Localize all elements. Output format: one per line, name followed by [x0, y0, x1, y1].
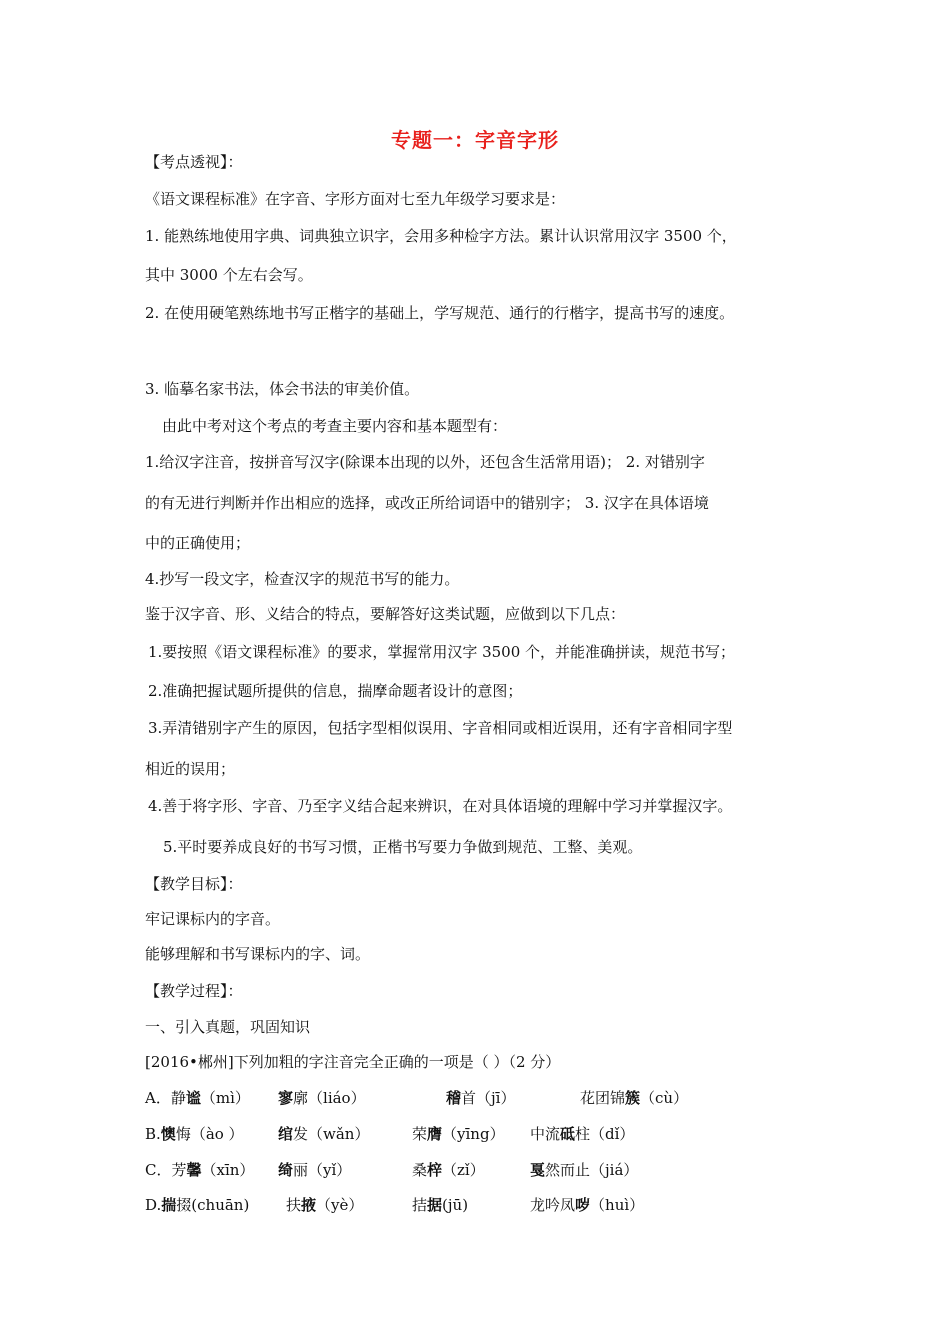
question-types-line-1: 1.给汉字注音，按拼音写汉字(除课本出现的以外，还包含生活常用语)； 2. 对错别字	[145, 453, 705, 471]
requirement-2: 2. 在使用硬笔熟练地书写正楷字的基础上，学写规范、通行的行楷字，提高书写的速度。	[145, 304, 735, 322]
option-bold-char: 膺	[427, 1125, 443, 1143]
option-text: （zǐ）	[442, 1161, 485, 1179]
option-bold-char: 馨	[186, 1161, 202, 1179]
option-b-item-1	[145, 1124, 244, 1144]
option-text: 首（jī）	[461, 1089, 516, 1107]
advice-1: 1.要按照《语文课程标准》的要求，掌握常用汉字 3500 个，并能准确拼读，规范书写；	[148, 643, 736, 661]
option-a-item-4	[580, 1088, 688, 1108]
option-d-item-4	[530, 1195, 644, 1215]
option-bold-char: 戛	[530, 1161, 546, 1179]
option-text: （cù）	[640, 1089, 689, 1107]
option-text: B.	[145, 1125, 161, 1143]
exam-question: [2016•郴州]下列加粗的字注音完全正确的一项是（ ）（2 分）	[145, 1053, 561, 1071]
option-bold-char: 寥	[278, 1089, 294, 1107]
option-bold-char: 砥	[560, 1125, 576, 1143]
option-text: 花团锦	[580, 1089, 626, 1107]
teaching-goal-2: 能够理解和书写课标内的字、词。	[145, 945, 371, 963]
option-bold-char: 谧	[185, 1089, 201, 1107]
advice-2: 2.准确把握试题所提供的信息，揣摩命题者设计的意图；	[148, 682, 523, 700]
kaodian-heading: 【考点透视】：	[145, 153, 243, 171]
option-b-item-4	[530, 1124, 634, 1144]
option-text: 柱（dǐ）	[575, 1125, 635, 1143]
requirement-1-line-1: 1. 能熟练地使用字典、词典独立识字，会用多种检字方法。累计认识常用汉字 3500 个，	[145, 227, 737, 245]
option-text: 中流	[530, 1125, 561, 1143]
question-types-line-3: 中的正确使用；	[145, 534, 251, 552]
option-text: 发（wǎn）	[293, 1125, 370, 1143]
option-bold-char: 绾	[278, 1125, 294, 1143]
option-bold-char: 簇	[625, 1089, 641, 1107]
advice-3-line-1: 3.弄清错别字产生的原因，包括字型相似误用、字音相同或相近误用，还有字音相同字型	[148, 719, 733, 737]
option-text: 然而止（jiá）	[545, 1161, 639, 1179]
option-a-item-2	[278, 1088, 366, 1108]
option-c-item-4	[530, 1160, 638, 1180]
option-d-item-2	[286, 1195, 363, 1215]
option-bold-char: 绮	[278, 1161, 294, 1179]
requirement-3: 3. 临摹名家书法，体会书法的审美价值。	[145, 380, 420, 398]
option-a-item-3	[446, 1088, 515, 1108]
option-c-item-2	[278, 1160, 351, 1180]
option-text: （xīn）	[201, 1161, 255, 1179]
teaching-process-heading: 【教学过程】：	[145, 982, 243, 1000]
option-b-item-2	[278, 1124, 369, 1144]
advice-5: 5.平时要养成良好的书写习惯，正楷书写要力争做到规范、工整、美观。	[163, 838, 643, 856]
option-a-item-1	[145, 1088, 250, 1108]
option-text: (jū)	[442, 1196, 469, 1214]
option-bold-char: 稽	[446, 1089, 462, 1107]
option-b-item-3	[412, 1124, 505, 1144]
exam-intro: 由此中考对这个考点的考查主要内容和基本题型有：	[162, 417, 508, 435]
option-text: 拮	[412, 1196, 428, 1214]
option-bold-char: 哕	[575, 1196, 591, 1214]
advice-4: 4.善于将字形、字音、乃至字义结合起来辨识，在对具体语境的理解中学习并掌握汉字。	[148, 797, 733, 815]
option-bold-char: 懊	[160, 1125, 176, 1143]
option-c-item-1	[145, 1160, 254, 1180]
option-text: 悔（ào ）	[175, 1125, 244, 1143]
option-bold-char: 揣	[161, 1196, 177, 1214]
option-text: A．静	[145, 1089, 186, 1107]
standard-intro: 《语文课程标准》在字音、字形方面对七至九年级学习要求是：	[145, 190, 566, 208]
advice-3-line-2: 相近的误用；	[145, 760, 236, 778]
option-text: 廓（liáo）	[293, 1089, 366, 1107]
option-text: 荣	[412, 1125, 428, 1143]
option-text: 掇(chuān)	[176, 1196, 250, 1214]
option-text: 龙吟凤	[530, 1196, 576, 1214]
option-text: 桑	[412, 1161, 428, 1179]
option-text: （huì）	[590, 1196, 645, 1214]
option-c-item-3	[412, 1160, 485, 1180]
teaching-goal-1: 牢记课标内的字音。	[145, 910, 281, 928]
option-d-item-3	[412, 1195, 468, 1215]
teaching-goals-heading: 【教学目标】：	[145, 875, 243, 893]
option-text: C．芳	[145, 1161, 187, 1179]
option-bold-char: 掖	[301, 1196, 317, 1214]
question-type-4: 4.抄写一段文字，检查汉字的规范书写的能力。	[145, 570, 460, 588]
question-types-line-2: 的有无进行判断并作出相应的选择，或改正所给词语中的错别字； 3. 汉字在具体语境	[145, 494, 709, 512]
option-text: （yīng）	[442, 1125, 505, 1143]
option-text: D.	[145, 1196, 162, 1214]
option-text: （yè）	[316, 1196, 364, 1214]
advice-intro: 鉴于汉字音、形、义结合的特点，要解答好这类试题，应做到以下几点：	[145, 605, 626, 623]
option-bold-char: 据	[427, 1196, 443, 1214]
option-text: 扶	[286, 1196, 302, 1214]
option-text: （mì）	[200, 1089, 250, 1107]
requirement-1-line-2: 其中 3000 个左右会写。	[145, 266, 313, 284]
option-bold-char: 梓	[427, 1161, 443, 1179]
process-step-1: 一、引入真题，巩固知识	[145, 1018, 311, 1036]
page-title: 专题一：字音字形	[391, 128, 559, 152]
option-d-item-1	[145, 1195, 249, 1215]
option-text: 丽（yǐ）	[293, 1161, 352, 1179]
